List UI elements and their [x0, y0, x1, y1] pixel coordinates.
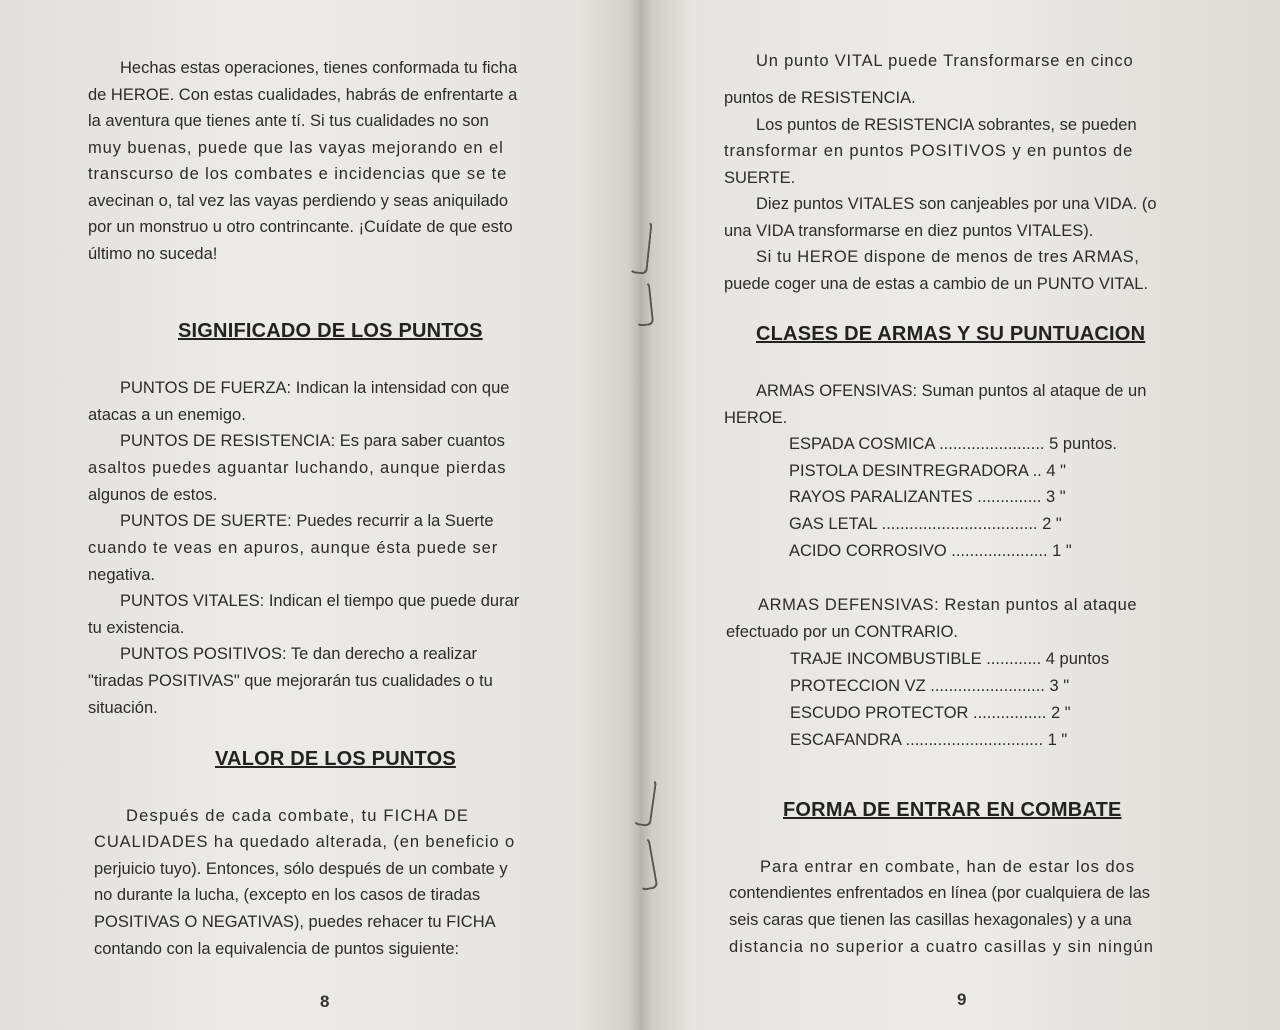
armor-item: TRAJE INCOMBUSTIBLE ............ 4 puntos [790, 650, 1110, 668]
weapon-item: ACIDO CORROSIVO ..................... 1 " [789, 542, 1072, 560]
text-line: Diez puntos VITALES son canjeables por una VIDA. (o [756, 195, 1157, 213]
armor-item: PROTECCION VZ ......................... 3 " [790, 677, 1070, 695]
text-line: muy buenas, puede que las vayas mejorando en el [88, 139, 504, 157]
text-line: no durante la lucha, (excepto en los casos de tiradas [94, 886, 481, 904]
section-heading: SIGNIFICADO DE LOS PUNTOS [178, 320, 483, 342]
text-line: Después de cada combate, tu FICHA DE [126, 807, 470, 825]
text-line: una VIDA transformarse en diez puntos VITALES). [724, 222, 1094, 240]
text-line: ARMAS DEFENSIVAS: Restan puntos al ataque [758, 596, 1138, 614]
text-line: contando con la equivalencia de puntos siguiente: [94, 940, 460, 958]
text-line: transformar en puntos POSITIVOS y en puntos de [724, 142, 1134, 160]
text-line: Hechas estas operaciones, tienes conformada tu ficha [120, 59, 518, 77]
text-line: PUNTOS VITALES: Indican el tiempo que puede durar [120, 592, 520, 610]
right-page [640, 0, 1280, 1030]
text-line: atacas a un enemigo. [88, 406, 246, 424]
text-line: avecinan o, tal vez las vayas perdiendo y seas aniquilado [88, 192, 509, 210]
text-line: efectuado por un CONTRARIO. [726, 623, 959, 641]
text-line: ARMAS OFENSIVAS: Suman puntos al ataque de un [756, 382, 1147, 400]
text-line: CUALIDADES ha quedado alterada, (en beneficio o [94, 833, 516, 851]
text-line: perjuicio tuyo). Entonces, sólo después de un combate y [94, 860, 508, 878]
text-line: Los puntos de RESISTENCIA sobrantes, se pueden [756, 116, 1137, 134]
text-line: algunos de estos. [88, 486, 218, 504]
text-line: por un monstruo u otro contrincante. ¡Cuídate de que esto [88, 218, 513, 236]
weapon-item: ESPADA COSMICA ....................... 5 puntos. [789, 435, 1117, 453]
text-line: negativa. [88, 566, 155, 584]
text-line: PUNTOS DE SUERTE: Puedes recurrir a la Suerte [120, 512, 494, 530]
text-line: POSITIVAS O NEGATIVAS), puedes rehacer tu FICHA [94, 913, 496, 931]
text-line: seis caras que tienen las casillas hexagonales) y a una [729, 911, 1132, 929]
text-line: HEROE. [724, 409, 788, 427]
armor-item: ESCAFANDRA .............................. 1 " [790, 731, 1068, 749]
text-line: último no suceda! [88, 245, 218, 263]
text-line: Un punto VITAL puede Transformarse en cinco [756, 52, 1134, 70]
text-line: cuando te veas en apuros, aunque ésta puede ser [88, 539, 499, 557]
weapon-item: GAS LETAL .................................. 2 " [789, 515, 1062, 533]
text-line: tu existencia. [88, 619, 185, 637]
text-line: transcurso de los combates e incidencias que se te [88, 165, 508, 183]
weapon-item: PISTOLA DESINTREGRADORA .. 4 " [789, 462, 1066, 480]
text-line: Para entrar en combate, han de estar los dos [760, 858, 1136, 876]
text-line: asaltos puedes aguantar luchando, aunque pierdas [88, 459, 507, 477]
text-line: PUNTOS DE FUERZA: Indican la intensidad con que [120, 379, 510, 397]
text-line: "tiradas POSITIVAS" que mejorarán tus cualidades o tu [88, 672, 493, 690]
text-line: la aventura que tienes ante tí. Si tus cualidades no son [88, 112, 489, 130]
page-number: 9 [957, 990, 967, 1009]
text-line: Si tu HEROE dispone de menos de tres ARMAS, [756, 248, 1140, 266]
text-line: PUNTOS POSITIVOS: Te dan derecho a realizar [120, 645, 478, 663]
section-heading: VALOR DE LOS PUNTOS [215, 748, 456, 770]
weapon-item: RAYOS PARALIZANTES .............. 3 " [789, 488, 1066, 506]
text-line: contendientes enfrentados en línea (por cualquiera de las [729, 884, 1151, 902]
text-line: PUNTOS DE RESISTENCIA: Es para saber cuantos [120, 432, 505, 450]
text-line: SUERTE. [724, 169, 796, 187]
text-line: de HEROE. Con estas cualidades, habrás de enfrentarte a [88, 86, 518, 104]
text-line: distancia no superior a cuatro casillas y sin ningún [729, 938, 1154, 956]
page-number: 8 [320, 992, 330, 1011]
text-line: puede coger una de estas a cambio de un PUNTO VITAL. [724, 275, 1149, 293]
section-heading: FORMA DE ENTRAR EN COMBATE [783, 799, 1122, 821]
text-line: situación. [88, 699, 158, 717]
text-line: puntos de RESISTENCIA. [724, 89, 916, 107]
section-heading: CLASES DE ARMAS Y SU PUNTUACION [756, 323, 1146, 345]
armor-item: ESCUDO PROTECTOR ................ 2 " [790, 704, 1071, 722]
